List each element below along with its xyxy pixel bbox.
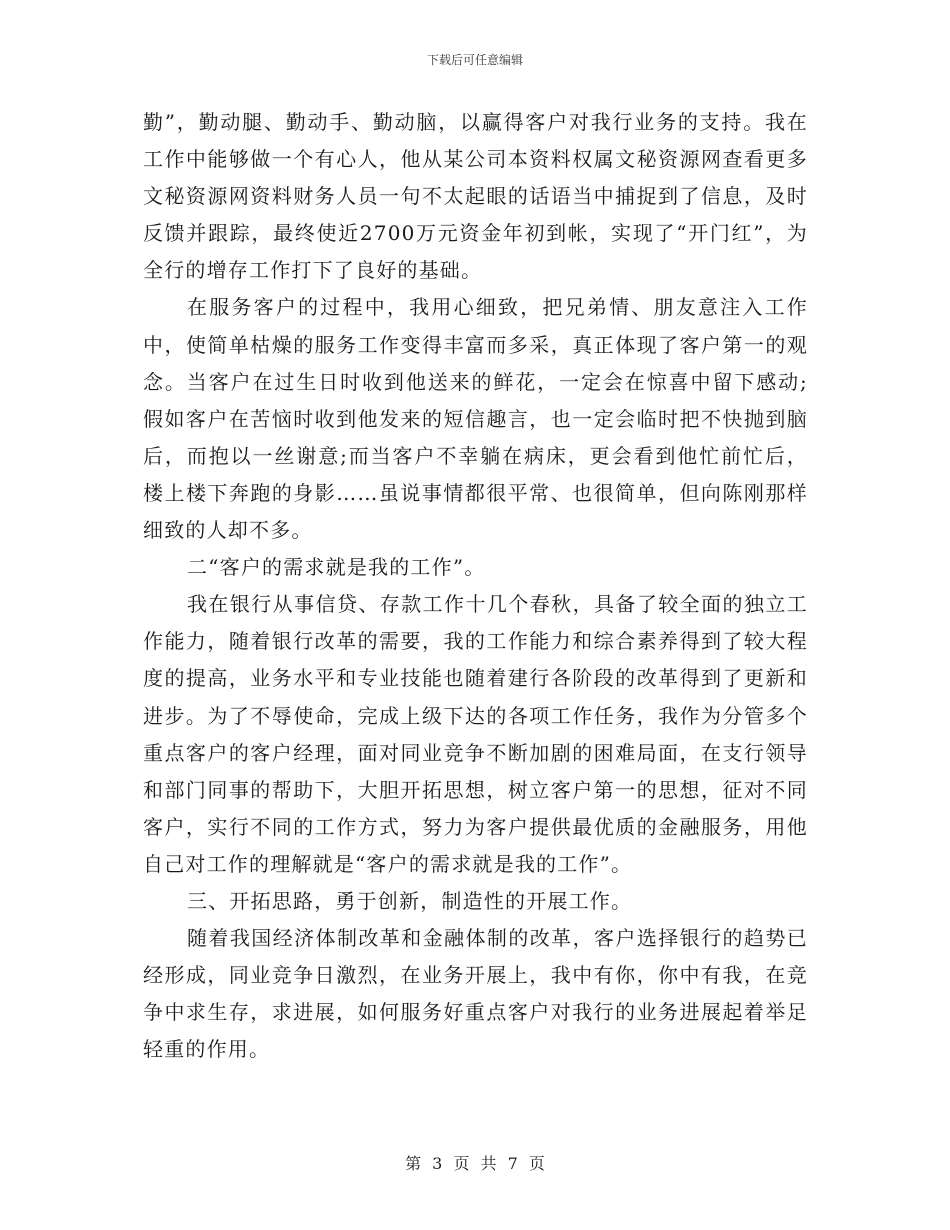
paragraph-competition: 随着我国经济体制改革和金融体制的改革，客户选择银行的趋势已经形成，同业竞争日激烈，在业务开展上，我中有你，你中有我，在竞争中求生存，求进展，如何服务好重点客户对我行的业务进展起着举足轻重的作用。 [143, 926, 808, 1062]
section-heading-three: 三、开拓思路，勇于创新，制造性的开展工作。 [187, 888, 633, 913]
footer-suffix: 页 [528, 1154, 545, 1173]
paragraph-service-detail: 在服务客户的过程中，我用心细致，把兄弟情、朋友意注入工作中，使简单枯燥的服务工作变得丰富而多采，真正体现了客户第一的观念。当客户在过生日时收到他送来的鲜花，一定会在惊喜中留下感动;假如客户在苦恼时收到他发来的短信趣言，也一定会临时把不快抛到脑后，而抱以一丝谢意;而当客户不幸躺在病床，更会看到他忙前忙后，楼上楼下奔跑的身影……虽说事情都很平常、也很简单，但向陈刚那样细致的人却不多。 [143, 295, 808, 543]
paragraph-continuation: 勤”，勤动腿、勤动手、勤动脑，以赢得客户对我行业务的支持。我在工作中能够做一个有心人，他从某公司本资料权属文秘资源网查看更多文秘资源网资料财务人员一句不太起眼的话语当中捕捉到了信息，及时反馈并跟踪，最终使近2700万元资金年初到帐，实现了“开门红”，为全行的增存工作打下了良好的基础。 [143, 110, 808, 283]
footer-page-number: 3 [432, 1154, 443, 1173]
page-header: 下载后可任意编辑 [426, 53, 523, 67]
footer-total-pages: 7 [507, 1154, 518, 1173]
document-body [143, 104, 808, 1068]
paragraph-work-ability: 我在银行从事信贷、存款工作十几个春秋，具备了较全面的独立工作能力，随着银行改革的需要，我的工作能力和综合素养得到了较大程度的提高，业务水平和专业技能也随着建行各阶段的改革得到了更新和进步。为了不辱使命，完成上级下达的各项工作任务，我作为分管多个重点客户的客户经理，面对同业竞争不断加剧的困难局面，在支行领导和部门同事的帮助下，大胆开拓思想，树立客户第一的思想，征对不同客户，实行不同的工作方式，努力为客户提供最优质的金融服务，用他自己对工作的理解就是“客户的需求就是我的工作”。 [143, 592, 808, 876]
footer-prefix: 第 [405, 1154, 422, 1173]
page-footer [0, 1154, 950, 1174]
footer-middle: 页 共 [453, 1154, 497, 1173]
section-heading-two: 二“客户的需求就是我的工作”。 [187, 555, 486, 580]
